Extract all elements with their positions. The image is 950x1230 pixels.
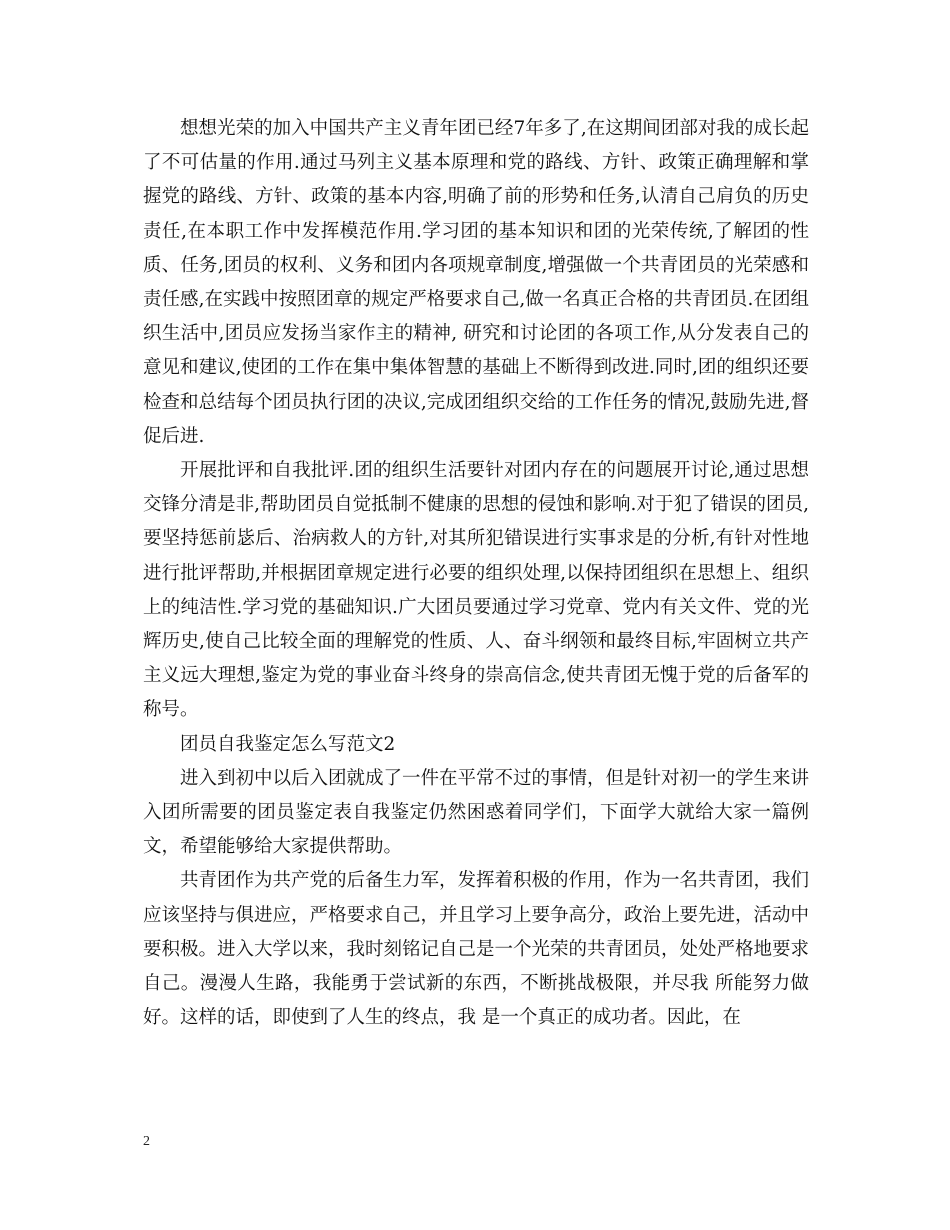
- paragraph-4: 共青团作为共产党的后备生力军，发挥着积极的作用，作为一名共青团，我们应该坚持与俱进应，严格要求自己，并且学习上要争高分，政治上要先进，活动中要积极。进入大学以来，我时刻铭记自己是一个光荣的共青团员，处处严格地要求自己。漫漫人生路，我能勇于尝试新的东西，不断挑战极限，并尽我 所能努力做好。这样的话，即使到了人生的终点，我 是一个真正的成功者。因此，在: [143, 870, 810, 1029]
- section-heading: 团员自我鉴定怎么写范文2: [180, 733, 396, 755]
- paragraph-1: 想想光荣的加入中国共产主义青年团已经7年多了,在这期间团部对我的成长起了不可估量的作用.通过马列主义基本原理和党的路线、方针、政策正确理解和掌握党的路线、方针、政策的基本内容,明确了前的形势和任务,认清自己肩负的历史责任,在本职工作中发挥模范作用.学习团的基本知识和团的光荣传统,了解团的性质、任务,团员的权利、义务和团内各项规章制度,增强做一个共青团员的光荣感和责任感,在实践中按照团章的规定严格要求自己,做一名真正合格的共青团员.在团组织生活中,团员应发扬当家作主的精神, 研究和讨论团的各项工作,从分发表自己的意见和建议,使团的工作在集中集体智慧的基础上不断得到改进.同时,团的组织还要检查和总结每个团员执行团的决议,完成团组织交给的工作任务的情况,鼓励先进,督促后进.: [143, 118, 809, 447]
- page-number: 2: [143, 1134, 150, 1149]
- paragraph-3: 进入到初中以后入团就成了一件在平常不过的事情，但是针对初一的学生来讲入团所需要的团员鉴定表自我鉴定仍然困惑着同学们，下面学大就给大家一篇例文，希望能够给大家提供帮助。: [143, 767, 810, 858]
- document-body: [143, 112, 809, 1035]
- paragraph-2: 开展批评和自我批评.团的组织生活要针对团内存在的问题展开讨论,通过思想交锋分清是非,帮助团员自觉抵制不健康的思想的侵蚀和影响.对于犯了错误的团员,要坚持惩前毖后、治病救人的方针,对其所犯错误进行实事求是的分析,有针对性地进行批评帮助,并根据团章规定进行必要的组织处理,以保持团组织在思想上、组织上的纯洁性.学习党的基础知识.广大团员要通过学习党章、党内有关文件、党的光辉历史,使自己比较全面的理解党的性质、人、奋斗纲领和最终目标,牢固树立共产主义远大理想,鉴定为党的事业奋斗终身的崇高信念,使共青团无愧于党的后备军的称号。: [143, 460, 809, 721]
